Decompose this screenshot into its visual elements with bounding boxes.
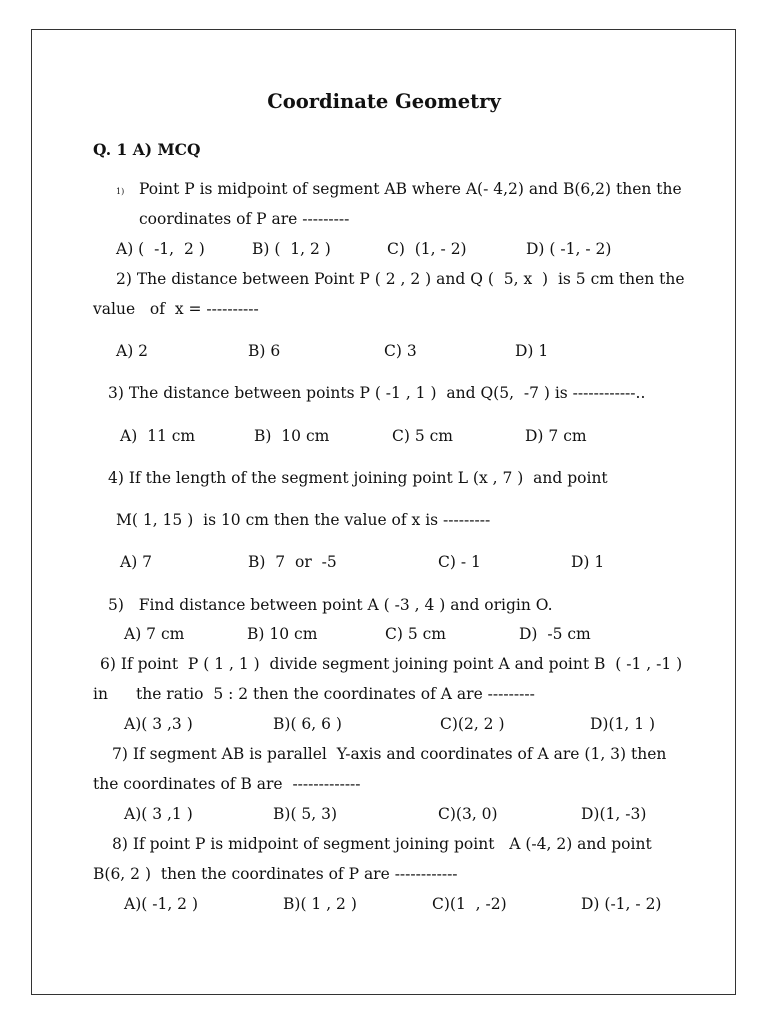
q3-option-a: A) 11 cm <box>120 427 196 445</box>
q6-option-a: A)( 3 ,3 ) <box>124 715 193 733</box>
q1-option-d: D) ( -1, - 2) <box>526 240 612 258</box>
page-title: Coordinate Geometry <box>267 90 501 113</box>
q3-option-c: C) 5 cm <box>392 427 454 445</box>
q5-option-a: A) 7 cm <box>124 625 185 643</box>
q7-text-line2: the coordinates of B are ------------- <box>93 775 361 793</box>
q2-option-c: C) 3 <box>384 342 417 360</box>
q7-option-a: A)( 3 ,1 ) <box>124 805 193 823</box>
q4-option-a: A) 7 <box>120 553 153 571</box>
q8-option-c: C)(1 , -2) <box>432 895 507 913</box>
q5-option-b: B) 10 cm <box>247 625 318 643</box>
q2-text-line2: value of x = ---------- <box>93 300 259 318</box>
q1-number: 1) <box>116 187 125 196</box>
q1-option-a: A) ( -1, 2 ) <box>116 240 205 258</box>
q4-option-d: D) 1 <box>571 553 605 571</box>
q3-option-d: D) 7 cm <box>525 427 587 445</box>
q4-text-line2: M( 1, 15 ) is 10 cm then the value of x is --------- <box>116 511 491 529</box>
q7-option-c: C)(3, 0) <box>438 805 498 823</box>
q6-option-b: B)( 6, 6 ) <box>273 715 342 733</box>
q8-option-d: D) (-1, - 2) <box>581 895 662 913</box>
q4-text-line1: 4) If the length of the segment joining point L (x , 7 ) and point <box>108 469 608 487</box>
q6-option-c: C)(2, 2 ) <box>440 715 505 733</box>
q5-text-line1: 5) Find distance between point A ( -3 , 4 ) and origin O. <box>108 596 553 614</box>
q6-text-line2-prefix: in <box>93 685 108 703</box>
q8-option-a: A)( -1, 2 ) <box>124 895 199 913</box>
q1-text-line2: coordinates of P are --------- <box>139 210 350 228</box>
q6-text-line2: the ratio 5 : 2 then the coordinates of A are --------- <box>136 685 535 703</box>
q2-option-d: D) 1 <box>515 342 549 360</box>
q8-text-line2: B(6, 2 ) then the coordinates of P are ------------ <box>93 865 458 883</box>
q5-option-d: D) -5 cm <box>519 625 591 643</box>
q8-text-line1: 8) If point P is midpoint of segment joining point A (-4, 2) and point <box>112 835 652 853</box>
q2-option-a: A) 2 <box>116 342 149 360</box>
q7-option-d: D)(1, -3) <box>581 805 647 823</box>
q2-text-line1: 2) The distance between Point P ( 2 , 2 ) and Q ( 5, x ) is 5 cm then the <box>116 270 685 288</box>
q3-text-line1: 3) The distance between points P ( -1 , 1 ) and Q(5, -7 ) is ------------.. <box>108 384 646 402</box>
q4-option-c: C) - 1 <box>438 553 481 571</box>
q8-option-b: B)( 1 , 2 ) <box>283 895 357 913</box>
q2-option-b: B) 6 <box>248 342 281 360</box>
q1-option-c: C) (1, - 2) <box>387 240 467 258</box>
section-heading: Q. 1 A) MCQ <box>93 140 201 159</box>
q4-option-b: B) 7 or -5 <box>248 553 337 571</box>
q7-text-line1: 7) If segment AB is parallel Y-axis and coordinates of A are (1, 3) then <box>112 745 667 763</box>
q1-option-b: B) ( 1, 2 ) <box>252 240 331 258</box>
q1-text-line1: Point P is midpoint of segment AB where A(- 4,2) and B(6,2) then the <box>139 180 682 198</box>
q5-option-c: C) 5 cm <box>385 625 447 643</box>
q7-option-b: B)( 5, 3) <box>273 805 338 823</box>
q3-option-b: B) 10 cm <box>254 427 330 445</box>
q6-text-line1: 6) If point P ( 1 , 1 ) divide segment joining point A and point B ( -1 , -1 ) <box>100 655 683 673</box>
q6-option-d: D)(1, 1 ) <box>590 715 656 733</box>
